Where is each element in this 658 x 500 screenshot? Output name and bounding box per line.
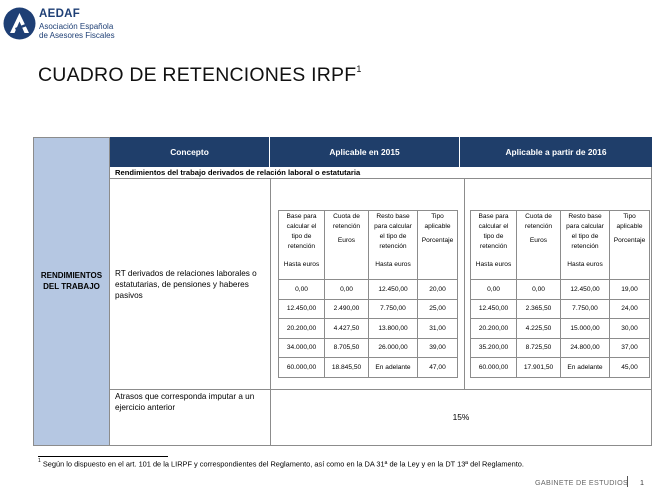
rates-table-2015: [278, 210, 458, 378]
rate-cell: 39,00: [418, 338, 458, 358]
col-header-line: Tipo: [623, 213, 636, 220]
concept-atrasos: [115, 391, 254, 413]
aedaf-a-logo-icon: [3, 7, 36, 40]
aedaf-logo: [3, 7, 133, 45]
logo-subtitle-line-1: Asociación Española: [39, 22, 114, 31]
page-title: [38, 64, 362, 87]
col-header-tipo: [418, 211, 458, 280]
col-header-line: para calcular: [566, 223, 604, 230]
rate-cell: 0,00: [325, 280, 369, 300]
footnote-separator: [38, 456, 168, 457]
rate-cell: 47,00: [418, 358, 458, 378]
rate-cell: 8.725,50: [517, 338, 561, 358]
rate-cell: 12.450,00: [369, 280, 418, 300]
rate-cell: 20,00: [418, 280, 458, 300]
concept-atrasos-line: ejercicio anterior: [115, 403, 176, 412]
section-title: Rendimientos del trabajo derivados de relación laboral o estatutaria: [110, 167, 652, 179]
rate-row: [279, 358, 458, 378]
logo-subtitle-line-2: de Asesores Fiscales: [39, 31, 115, 40]
rate-cell: 18.845,50: [325, 358, 369, 378]
header-2016: Aplicable a partir de 2016: [460, 137, 652, 167]
col-header-unit: Porcentaje: [613, 237, 646, 244]
col-header-resto: [369, 211, 418, 280]
col-header-line: Cuota de: [525, 213, 552, 220]
rate-cell: 35.200,00: [471, 338, 517, 358]
rate-row: [471, 280, 650, 300]
rate-cell: 12.450,00: [561, 280, 610, 300]
rate-cell: 0,00: [279, 280, 325, 300]
rate-cell: 8.705,50: [325, 338, 369, 358]
title-footnote-marker: 1: [356, 63, 362, 74]
col-header-unit: Hasta euros: [475, 261, 512, 268]
page-number: 1: [640, 478, 644, 487]
rate-cell: 60.000,00: [471, 358, 517, 378]
col-header-line: tipo de: [291, 233, 312, 240]
col-header-line: Tipo: [431, 213, 444, 220]
col-header-line: calcular el: [478, 223, 509, 230]
rate-cell: 20.200,00: [471, 319, 517, 339]
footnote: [38, 459, 524, 468]
col-header-line: el tipo de: [379, 233, 407, 240]
rate-cell: 7.750,00: [369, 299, 418, 319]
rate-cell: 15.000,00: [561, 319, 610, 339]
column-divider: [270, 179, 271, 446]
rate-row: [279, 280, 458, 300]
col-header-line: Base para: [478, 213, 509, 220]
rate-cell: 24,00: [610, 299, 650, 319]
rate-cell: 19,00: [610, 280, 650, 300]
col-header-line: retención: [287, 243, 316, 250]
rate-cell: 25,00: [418, 299, 458, 319]
concept-atrasos-line: Atrasos que corresponda imputar a un: [115, 392, 255, 401]
col-header-unit: Euros: [529, 237, 548, 244]
col-header-line: tipo de: [483, 233, 504, 240]
col-header-cuota: [517, 211, 561, 280]
concept-rt-line: pasivos: [115, 291, 143, 300]
rate-cell: 20.200,00: [279, 319, 325, 339]
rates-header-row: [471, 211, 650, 280]
rate-cell: 4.427,50: [325, 319, 369, 339]
rate-row: [471, 338, 650, 358]
rate-cell: 2.365,50: [517, 299, 561, 319]
footnote-marker: 1: [38, 458, 41, 464]
col-header-line: calcular el: [286, 223, 317, 230]
atrasos-rate: 15%: [452, 412, 470, 422]
col-header-cuota: [325, 211, 369, 280]
rate-row: [279, 299, 458, 319]
rate-cell: 0,00: [517, 280, 561, 300]
rate-cell: 24.800,00: [561, 338, 610, 358]
rate-row: [279, 338, 458, 358]
col-header-line: Cuota de: [333, 213, 360, 220]
rate-cell: 7.750,00: [561, 299, 610, 319]
col-header-line: Resto base: [568, 213, 602, 220]
rates-table-2016: [470, 210, 650, 378]
col-header-line: aplicable: [616, 223, 643, 230]
rate-cell: 12.450,00: [279, 299, 325, 319]
col-header-resto: [561, 211, 610, 280]
concept-rt-relaciones: [115, 268, 257, 301]
rate-cell: 13.800,00: [369, 319, 418, 339]
rate-row: [471, 358, 650, 378]
col-header-unit: Porcentaje: [421, 237, 454, 244]
category-label-line-1: RENDIMIENTOS: [40, 271, 103, 280]
logo-name: AEDAF: [39, 8, 81, 20]
rate-cell: 30,00: [610, 319, 650, 339]
concept-rt-line: RT derivados de relaciones laborales o: [115, 269, 257, 278]
rate-cell: 0,00: [471, 280, 517, 300]
col-header-unit: Hasta euros: [567, 261, 603, 268]
column-divider: [464, 179, 465, 389]
rate-cell: 2.490,00: [325, 299, 369, 319]
rate-cell: En adelante: [561, 358, 610, 378]
rate-cell: En adelante: [369, 358, 418, 378]
rate-cell: 34.000,00: [279, 338, 325, 358]
rate-row: [471, 319, 650, 339]
rate-cell: 17.901,50: [517, 358, 561, 378]
concept-rt-line: estatutarias, de pensiones y haberes: [115, 280, 249, 289]
rate-cell: 45,00: [610, 358, 650, 378]
col-header-unit: Hasta euros: [375, 261, 411, 268]
col-header-line: Base para: [286, 213, 317, 220]
rate-cell: 37,00: [610, 338, 650, 358]
rate-row: [279, 319, 458, 339]
footer-separator: [627, 476, 628, 487]
footnote-text: Según lo dispuesto en el art. 101 de la LIRPF y correspondientes del Reglamento, así como en la DA 31ª de la Ley y en la DT 13ª del Reglamento.: [40, 459, 524, 469]
header-concepto: Concepto: [110, 137, 270, 167]
col-header-tipo: [610, 211, 650, 280]
rate-row: [471, 299, 650, 319]
page-title-text: CUADRO DE RETENCIONES IRPF: [38, 64, 357, 86]
rate-cell: 31,00: [418, 319, 458, 339]
col-header-unit: Euros: [337, 237, 356, 244]
col-header-line: retención: [379, 243, 407, 250]
col-header-base: [471, 211, 517, 280]
rates-header-row: [279, 211, 458, 280]
col-header-line: el tipo de: [571, 233, 599, 240]
col-header-line: retención: [479, 243, 508, 250]
col-header-line: aplicable: [424, 223, 451, 230]
col-header-unit: Hasta euros: [283, 261, 320, 268]
category-label-line-2: DEL TRABAJO: [43, 282, 100, 291]
col-header-line: retención: [332, 223, 361, 230]
col-header-line: para calcular: [374, 223, 412, 230]
rate-cell: 4.225,50: [517, 319, 561, 339]
rate-cell: 12.450,00: [471, 299, 517, 319]
col-header-line: retención: [524, 223, 553, 230]
rate-cell: 60.000,00: [279, 358, 325, 378]
logo-subtitle: [39, 22, 115, 40]
row-divider: [110, 389, 652, 390]
col-header-line: Resto base: [376, 213, 410, 220]
header-2015: Aplicable en 2015: [270, 137, 460, 167]
rate-cell: 26.000,00: [369, 338, 418, 358]
col-header-base: [279, 211, 325, 280]
category-label: [33, 270, 110, 292]
footer-org: GABINETE DE ESTUDIOS: [535, 478, 629, 487]
col-header-line: retención: [571, 243, 599, 250]
